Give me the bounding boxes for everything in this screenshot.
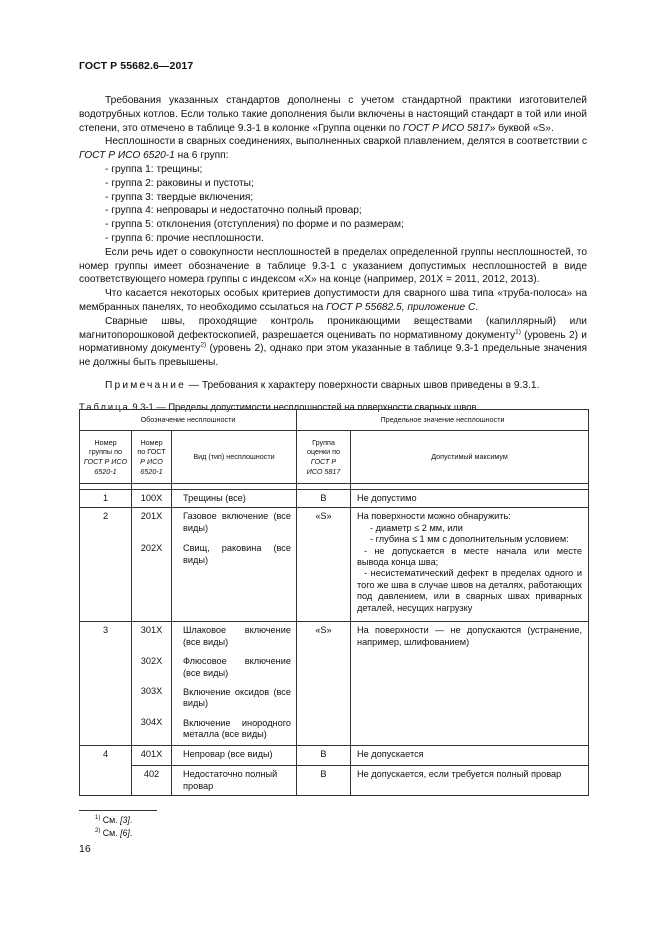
table-row: 1 100X Трещины (все) В Не допустимо: [80, 490, 589, 508]
body-text: [79, 94, 587, 414]
table-row: 2 201X 202X Газовое включение (все виды) Свищ, раковина (все виды) «S» На поверхности можно обнаружить: - диаметр ≤ 2 мм, или - глубина ≤ 1 мм с дополнительным условием: - не допускается в месте начала или месте вывода конца шва; - несистематический дефект в пределах одного и того же шва в случае швов на деталях, работающих под давлением, или в сварных швах приварных деталей, несущих нагрузку: [80, 508, 589, 622]
footnote-ref: 2): [200, 341, 207, 349]
column-header-max: Допустимый максимум: [351, 431, 589, 484]
table-label: Таблица: [79, 400, 130, 412]
footnote-item: $^{1)}$ См. [3].: [95, 815, 133, 825]
page-header: ГОСТ Р 55682.6—2017: [79, 60, 194, 72]
column-header-type: Вид (тип) несплошности: [172, 431, 297, 484]
note: Примечание — Требования к характеру поверхности сварных швов приведены в 9.3.1.: [105, 379, 540, 391]
page-number: 16: [79, 843, 91, 855]
table-caption: Таблица 9.3-1 — Пределы допустимости несплошностей на поверхности сварных швов: [79, 400, 477, 412]
table-header-limit: Предельное значение несплошности: [297, 410, 589, 431]
defects-table: [79, 409, 589, 796]
footnote-ref: 1): [515, 328, 521, 336]
list-item: - группа 5: отклонения (отступления) по форме и по размерам;: [105, 219, 404, 231]
table-row: 3 301X 302X 303X 304X Шлаковое включение (все виды) Флюсовое включение (все виды) Включение оксидов (все виды) Включение инородного металла (все виды) «S» На поверхности — не допускаются (устранение, например, шлифованием): [80, 622, 589, 746]
column-header-grade: Группа оценки по ГОСТ Р ИСО 5817: [297, 431, 351, 484]
footnote-divider: [79, 810, 157, 811]
paragraph-1: Требования указанных стандартов дополнены с учетом стандартной практики изготовителей водотрубных котлов. Если только такие дополнения были включены в настоящий стандарт в той или иной степени, это отмечено в таблице 9.3-1 в колонке «Группа оценки по ГОСТ Р ИСО 5817» буквой «S».: [79, 95, 587, 134]
note-label: Примечание: [105, 379, 186, 391]
paragraph-5: Сварные швы, проходящие контроль проникающими веществами (капиллярный) или магнитопорошковой дефектоскопией, разрешается оценивать по нормативному документу$^{1)}$ (уровень 2) и нормативному документу$^{2)}$ (уровень 2), однако при этом указанные в таблице 9.3-1 предельные значения не должны быть превышены.: [79, 315, 587, 369]
column-header-group-number: Номер группы по ГОСТ Р ИСО 6520-1: [80, 431, 132, 484]
paragraph-3: Если речь идет о совокупности несплошностей в пределах определенной группы несплошностей, то номер группы имеет обозначение в таблице 9.3-1 с указанием допустимых несплошностей в виде соответствующего номера группы с индексом «Х» на конце (например, 201Х = 2011, 2012, 2013).: [79, 246, 587, 286]
paragraph-2: Несплошности в сварных соединениях, выполненных сваркой плавлением, делятся в соответствии с ГОСТ Р ИСО 6520-1 на 6 групп:: [79, 136, 587, 162]
footnotes: [95, 814, 132, 839]
list-item: - группа 1: трещины;: [105, 163, 203, 175]
column-header-number: Номер по ГОСТ Р ИСО 6520-1: [132, 431, 172, 484]
list-item: - группа 4: непровары и недостаточно полный провар;: [105, 205, 362, 217]
table-row: 4 401X Непровар (все виды) В Не допускается: [80, 746, 589, 766]
list-item: - группа 2: раковины и пустоты;: [105, 177, 254, 189]
paragraph-4: Что касается некоторых особых критериев допустимости для сварного шва типа «труба-полоса» на мембранных панелях, то необходимо ссылаться на ГОСТ Р 55682.5, приложение С.: [79, 288, 587, 313]
footnote-item: $^{2)}$ См. [6].: [95, 827, 133, 838]
list-item: - группа 3: твердые включения;: [105, 191, 254, 203]
table-row: 402 Недостаточно полный провар В Не допускается, если требуется полный провар: [80, 766, 589, 796]
table-header-designation: Обозначение несплошности: [80, 410, 297, 431]
list-item: - группа 6: прочие несплошности.: [105, 232, 264, 244]
